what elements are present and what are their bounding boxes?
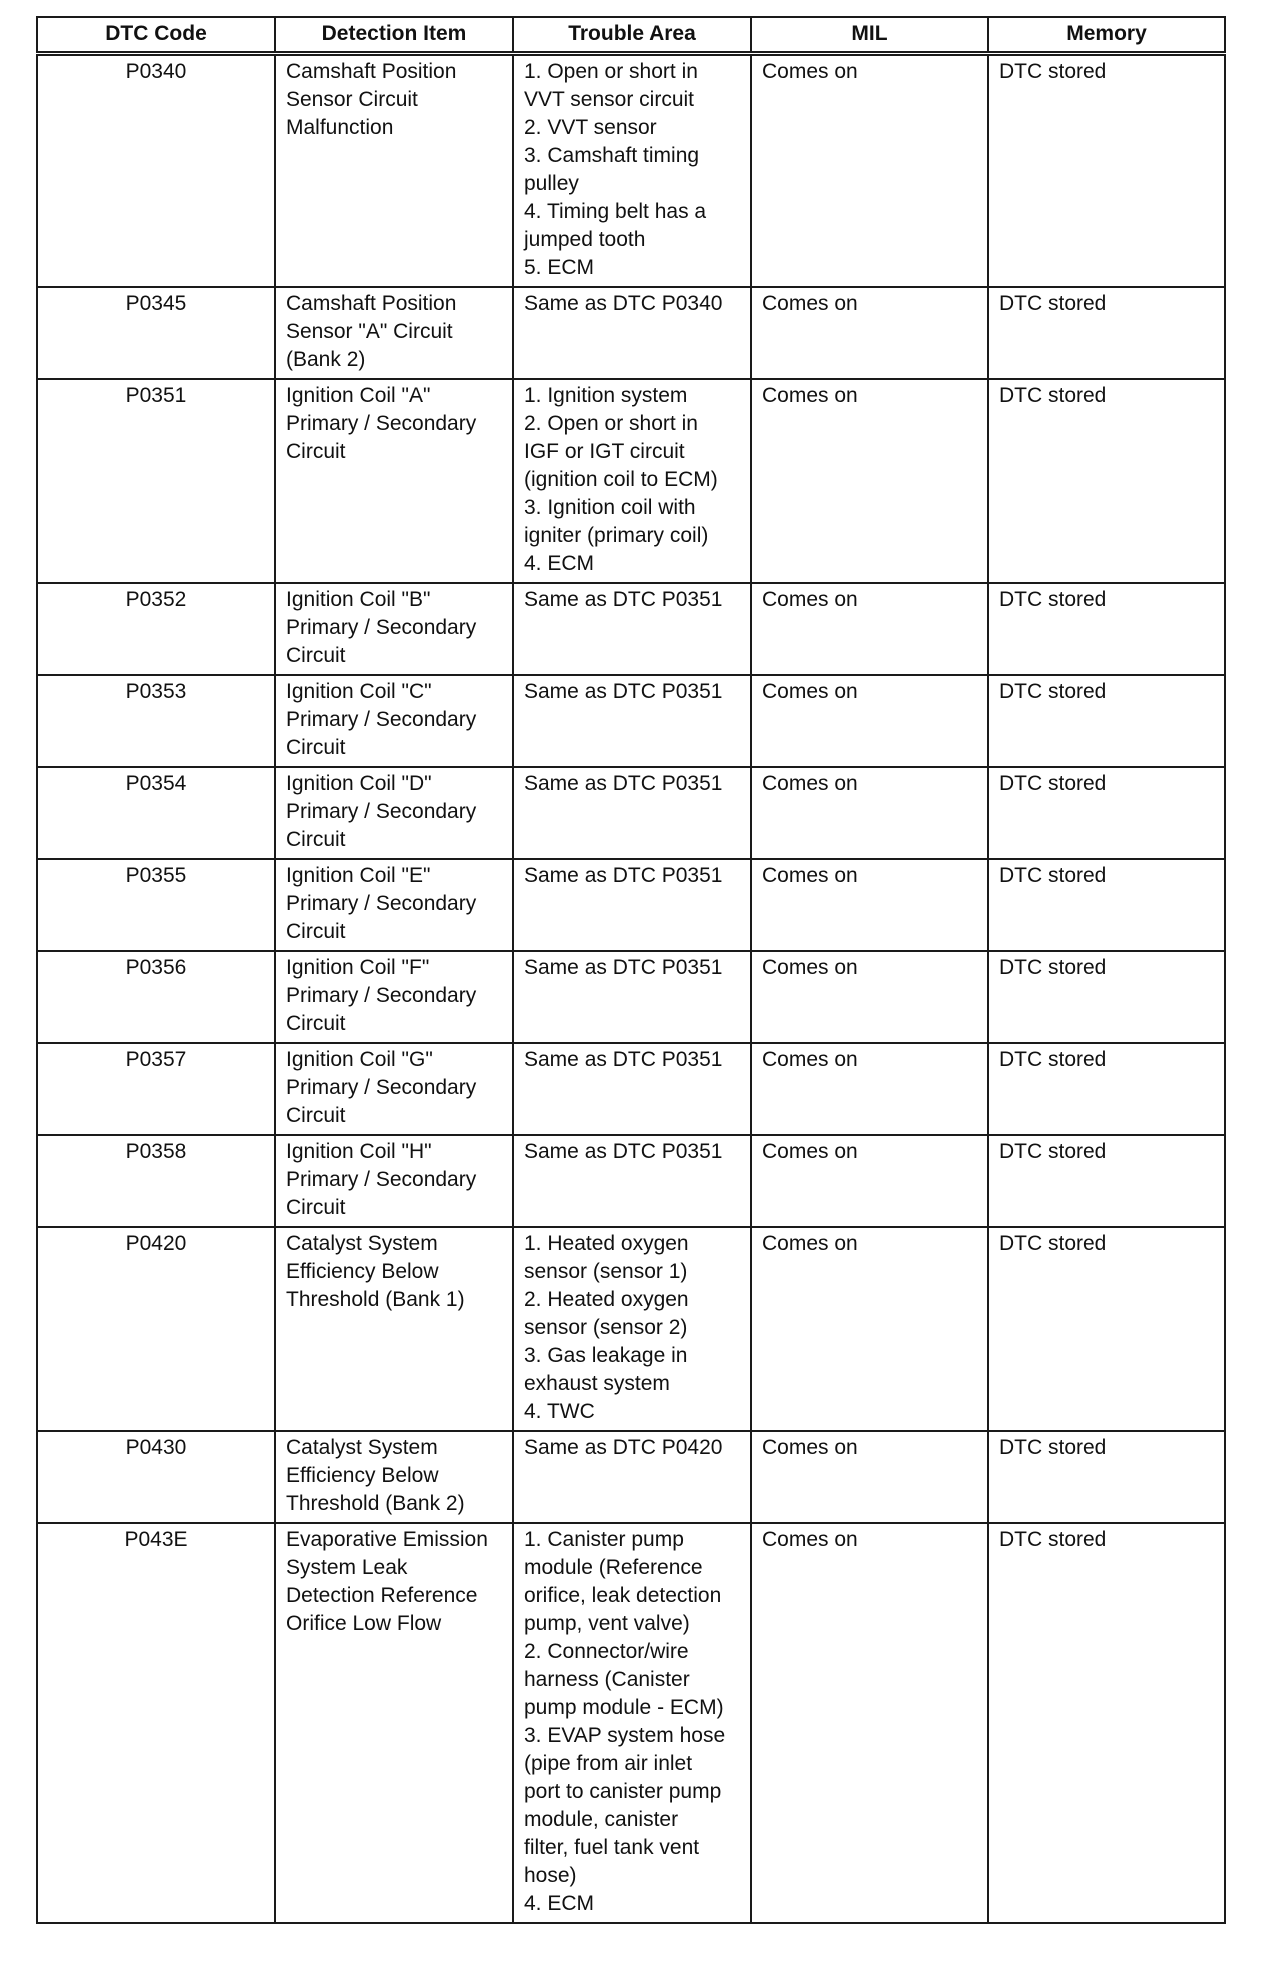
trouble-area-cell-line: module, canister <box>524 1807 679 1831</box>
trouble-area-cell-line: (pipe from air inlet <box>524 1751 693 1775</box>
trouble-area-cell <box>513 951 751 1043</box>
detection-item-cell-line: Catalyst System <box>286 1435 438 1459</box>
trouble-area-cell <box>513 1227 751 1431</box>
table-header <box>37 17 1225 53</box>
trouble-area-cell-line: 4. Timing belt has a <box>524 199 707 223</box>
table-row <box>37 767 1225 859</box>
detection-item-cell <box>275 53 513 287</box>
memory-cell: DTC stored <box>988 1135 1225 1227</box>
trouble-area-cell-line: sensor (sensor 1) <box>524 1259 688 1283</box>
trouble-area-cell <box>513 287 751 379</box>
detection-item-cell <box>275 767 513 859</box>
trouble-area-cell-line: Same as DTC P0340 <box>524 291 723 315</box>
dtc-code-cell: P0356 <box>37 951 275 1043</box>
detection-item-cell <box>275 1227 513 1431</box>
trouble-area-cell <box>513 767 751 859</box>
table-body <box>37 53 1225 1923</box>
detection-item-cell-line: Orifice Low Flow <box>286 1611 442 1635</box>
detection-item-cell <box>275 1135 513 1227</box>
memory-cell: DTC stored <box>988 379 1225 583</box>
memory-cell: DTC stored <box>988 287 1225 379</box>
trouble-area-cell-line: (ignition coil to ECM) <box>524 467 718 491</box>
detection-item-cell-line: Ignition Coil "D" <box>286 771 432 795</box>
detection-item-cell-line: Ignition Coil "E" <box>286 863 431 887</box>
detection-item-cell-line: Primary / Secondary <box>286 411 477 435</box>
trouble-area-cell-line: pump module - ECM) <box>524 1695 724 1719</box>
trouble-area-cell-line: filter, fuel tank vent <box>524 1835 700 1859</box>
mil-cell: Comes on <box>751 379 988 583</box>
mil-cell: Comes on <box>751 859 988 951</box>
trouble-area-cell-line: 1. Ignition system <box>524 383 688 407</box>
detection-item-cell <box>275 1431 513 1523</box>
detection-item-cell-line: Camshaft Position <box>286 291 457 315</box>
trouble-area-cell-line: harness (Canister <box>524 1667 690 1691</box>
memory-cell: DTC stored <box>988 675 1225 767</box>
mil-cell: Comes on <box>751 1135 988 1227</box>
detection-item-cell-line: Circuit <box>286 827 346 851</box>
detection-item-cell-line: Circuit <box>286 439 346 463</box>
trouble-area-cell-line: 4. ECM <box>524 1891 595 1915</box>
dtc-table <box>36 16 1226 1924</box>
trouble-area-cell-line: 3. Camshaft timing <box>524 143 700 167</box>
memory-cell: DTC stored <box>988 1523 1225 1923</box>
table-row <box>37 1135 1225 1227</box>
mil-cell: Comes on <box>751 1523 988 1923</box>
detection-item-cell-line: Threshold (Bank 1) <box>286 1287 465 1311</box>
detection-item-cell-line: Ignition Coil "H" <box>286 1139 432 1163</box>
detection-item-cell-line: Sensor Circuit <box>286 87 418 111</box>
memory-cell: DTC stored <box>988 53 1225 287</box>
header-memory: Memory <box>988 17 1225 53</box>
trouble-area-cell-line: VVT sensor circuit <box>524 87 694 111</box>
table-row <box>37 1523 1225 1923</box>
mil-cell: Comes on <box>751 767 988 859</box>
detection-item-cell <box>275 951 513 1043</box>
trouble-area-cell-line: 3. EVAP system hose <box>524 1723 726 1747</box>
detection-item-cell-line: Circuit <box>286 1195 346 1219</box>
dtc-code-cell: P0352 <box>37 583 275 675</box>
memory-cell: DTC stored <box>988 767 1225 859</box>
detection-item-cell-line: Primary / Secondary <box>286 799 477 823</box>
detection-item-cell-line: Circuit <box>286 1103 346 1127</box>
memory-cell: DTC stored <box>988 583 1225 675</box>
memory-cell: DTC stored <box>988 951 1225 1043</box>
memory-cell: DTC stored <box>988 1227 1225 1431</box>
dtc-code-cell: P0355 <box>37 859 275 951</box>
table-row <box>37 675 1225 767</box>
trouble-area-cell-line: 1. Canister pump <box>524 1527 684 1551</box>
trouble-area-cell-line: 1. Open or short in <box>524 59 698 83</box>
header-row <box>37 17 1225 53</box>
detection-item-cell-line: Ignition Coil "C" <box>286 679 432 703</box>
table-row <box>37 1043 1225 1135</box>
detection-item-cell-line: Primary / Secondary <box>286 983 477 1007</box>
detection-item-cell-line: (Bank 2) <box>286 347 366 371</box>
trouble-area-cell-line: 2. Open or short in <box>524 411 698 435</box>
dtc-code-cell: P0345 <box>37 287 275 379</box>
trouble-area-cell <box>513 1043 751 1135</box>
mil-cell: Comes on <box>751 1431 988 1523</box>
trouble-area-cell-line: jumped tooth <box>524 227 646 251</box>
header-mil: MIL <box>751 17 988 53</box>
mil-cell: Comes on <box>751 287 988 379</box>
detection-item-cell-line: Primary / Secondary <box>286 1075 477 1099</box>
dtc-code-cell: P0353 <box>37 675 275 767</box>
mil-cell: Comes on <box>751 951 988 1043</box>
trouble-area-cell-line: 1. Heated oxygen <box>524 1231 689 1255</box>
trouble-area-cell-line: 2. Heated oxygen <box>524 1287 689 1311</box>
detection-item-cell-line: Primary / Secondary <box>286 1167 477 1191</box>
mil-cell: Comes on <box>751 1227 988 1431</box>
table-row <box>37 53 1225 287</box>
memory-cell: DTC stored <box>988 1431 1225 1523</box>
mil-cell: Comes on <box>751 583 988 675</box>
dtc-code-cell: P0358 <box>37 1135 275 1227</box>
detection-item-cell <box>275 675 513 767</box>
header-detection-item: Detection Item <box>275 17 513 53</box>
trouble-area-cell-line: Same as DTC P0351 <box>524 1047 723 1071</box>
detection-item-cell <box>275 1523 513 1923</box>
header-trouble-area: Trouble Area <box>513 17 751 53</box>
trouble-area-cell-line: Same as DTC P0351 <box>524 679 723 703</box>
trouble-area-cell-line: Same as DTC P0420 <box>524 1435 723 1459</box>
mil-cell: Comes on <box>751 53 988 287</box>
detection-item-cell-line: Primary / Secondary <box>286 707 477 731</box>
trouble-area-cell-line: 2. Connector/wire <box>524 1639 689 1663</box>
table-row <box>37 1431 1225 1523</box>
trouble-area-cell-line: 3. Ignition coil with <box>524 495 696 519</box>
detection-item-cell <box>275 859 513 951</box>
detection-item-cell-line: Circuit <box>286 643 346 667</box>
detection-item-cell-line: Catalyst System <box>286 1231 438 1255</box>
mil-cell: Comes on <box>751 675 988 767</box>
trouble-area-cell <box>513 1135 751 1227</box>
detection-item-cell <box>275 1043 513 1135</box>
detection-item-cell-line: Ignition Coil "A" <box>286 383 431 407</box>
trouble-area-cell-line: 5. ECM <box>524 255 595 279</box>
trouble-area-cell <box>513 1431 751 1523</box>
detection-item-cell-line: Evaporative Emission <box>286 1527 488 1551</box>
trouble-area-cell <box>513 583 751 675</box>
detection-item-cell-line: Ignition Coil "B" <box>286 587 431 611</box>
trouble-area-cell-line: 2. VVT sensor <box>524 115 657 139</box>
detection-item-cell-line: Detection Reference <box>286 1583 478 1607</box>
detection-item-cell-line: Sensor "A" Circuit <box>286 319 453 343</box>
table-row <box>37 951 1225 1043</box>
trouble-area-cell-line: 3. Gas leakage in <box>524 1343 688 1367</box>
dtc-code-cell: P0340 <box>37 53 275 287</box>
dtc-code-cell: P0357 <box>37 1043 275 1135</box>
detection-item-cell-line: Camshaft Position <box>286 59 457 83</box>
trouble-area-cell-line: pump, vent valve) <box>524 1611 690 1635</box>
table-row <box>37 583 1225 675</box>
table-row <box>37 379 1225 583</box>
trouble-area-cell-line: 4. TWC <box>524 1399 595 1423</box>
detection-item-cell-line: Ignition Coil "F" <box>286 955 430 979</box>
trouble-area-cell <box>513 859 751 951</box>
dtc-code-cell: P043E <box>37 1523 275 1923</box>
detection-item-cell-line: Ignition Coil "G" <box>286 1047 433 1071</box>
trouble-area-cell-line: Same as DTC P0351 <box>524 863 723 887</box>
memory-cell: DTC stored <box>988 1043 1225 1135</box>
dtc-code-cell: P0430 <box>37 1431 275 1523</box>
trouble-area-cell-line: IGF or IGT circuit <box>524 439 685 463</box>
detection-item-cell-line: Malfunction <box>286 115 394 139</box>
trouble-area-cell-line: Same as DTC P0351 <box>524 587 723 611</box>
dtc-code-cell: P0351 <box>37 379 275 583</box>
trouble-area-cell-line: pulley <box>524 171 579 195</box>
table-row <box>37 287 1225 379</box>
trouble-area-cell-line: module (Reference <box>524 1555 703 1579</box>
table-row <box>37 859 1225 951</box>
trouble-area-cell <box>513 1523 751 1923</box>
trouble-area-cell-line: sensor (sensor 2) <box>524 1315 688 1339</box>
detection-item-cell <box>275 379 513 583</box>
trouble-area-cell-line: Same as DTC P0351 <box>524 1139 723 1163</box>
detection-item-cell-line: Circuit <box>286 735 346 759</box>
detection-item-cell-line: Primary / Secondary <box>286 891 477 915</box>
trouble-area-cell-line: exhaust system <box>524 1371 670 1395</box>
trouble-area-cell-line: hose) <box>524 1863 577 1887</box>
trouble-area-cell <box>513 53 751 287</box>
trouble-area-cell <box>513 379 751 583</box>
detection-item-cell <box>275 287 513 379</box>
table-row <box>37 1227 1225 1431</box>
trouble-area-cell-line: Same as DTC P0351 <box>524 955 723 979</box>
detection-item-cell-line: Efficiency Below <box>286 1463 439 1487</box>
trouble-area-cell <box>513 675 751 767</box>
memory-cell: DTC stored <box>988 859 1225 951</box>
trouble-area-cell-line: Same as DTC P0351 <box>524 771 723 795</box>
trouble-area-cell-line: orifice, leak detection <box>524 1583 722 1607</box>
mil-cell: Comes on <box>751 1043 988 1135</box>
dtc-code-cell: P0354 <box>37 767 275 859</box>
detection-item-cell-line: Efficiency Below <box>286 1259 439 1283</box>
trouble-area-cell-line: 4. ECM <box>524 551 595 575</box>
header-dtc-code: DTC Code <box>37 17 275 53</box>
detection-item-cell-line: System Leak <box>286 1555 408 1579</box>
detection-item-cell <box>275 583 513 675</box>
dtc-code-cell: P0420 <box>37 1227 275 1431</box>
detection-item-cell-line: Threshold (Bank 2) <box>286 1491 465 1515</box>
detection-item-cell-line: Primary / Secondary <box>286 615 477 639</box>
detection-item-cell-line: Circuit <box>286 1011 346 1035</box>
trouble-area-cell-line: igniter (primary coil) <box>524 523 709 547</box>
trouble-area-cell-line: port to canister pump <box>524 1779 722 1803</box>
detection-item-cell-line: Circuit <box>286 919 346 943</box>
